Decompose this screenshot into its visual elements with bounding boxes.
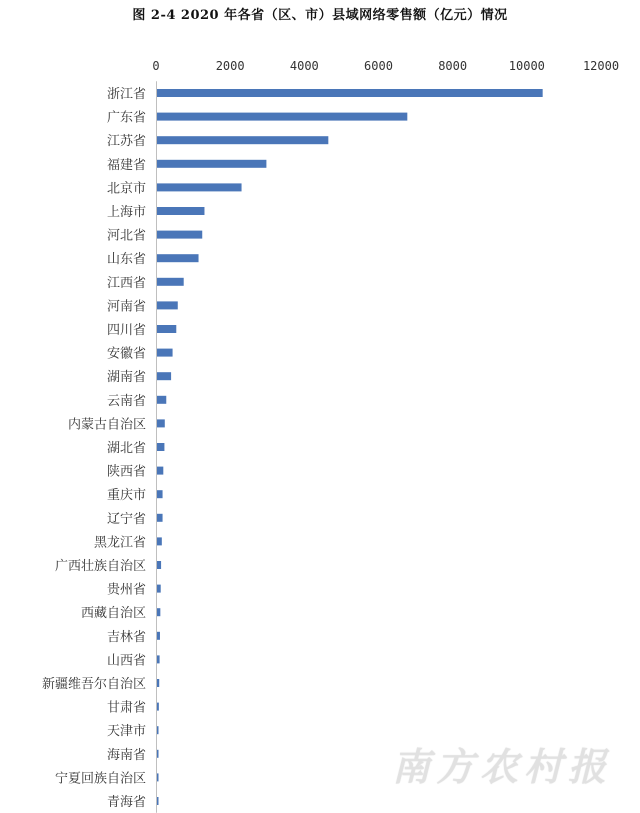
x-tick-label: 8000 <box>438 59 468 73</box>
bar <box>157 136 328 144</box>
bar <box>157 608 160 616</box>
category-label: 广东省 <box>106 110 146 126</box>
bar <box>157 301 178 309</box>
bar <box>157 396 166 404</box>
category-label: 天津市 <box>106 724 146 740</box>
bar <box>157 278 184 286</box>
bar <box>157 443 164 451</box>
bar <box>157 467 163 475</box>
category-labels <box>42 86 146 810</box>
category-label: 浙江省 <box>106 87 146 102</box>
bars <box>157 89 543 805</box>
bar <box>157 679 159 687</box>
bar <box>157 561 161 569</box>
category-label: 河北省 <box>106 228 146 244</box>
category-label: 河南省 <box>106 299 146 315</box>
bar <box>157 514 163 522</box>
bar <box>157 632 160 640</box>
bar <box>157 113 407 121</box>
category-label: 湖北省 <box>106 441 146 456</box>
chart-title: 图 2-4 2020 年各省（区、市）县域网络零售额（亿元）情况 <box>132 8 508 23</box>
bar <box>157 726 159 734</box>
category-label: 吉林省 <box>106 629 146 645</box>
bar <box>157 585 161 593</box>
category-label: 江苏省 <box>106 134 146 150</box>
bar <box>157 537 162 545</box>
category-label: 山东省 <box>106 252 146 268</box>
bar <box>157 325 176 333</box>
category-label: 福建省 <box>106 157 146 173</box>
bar <box>157 655 160 663</box>
category-label: 山西省 <box>106 653 146 669</box>
category-label: 宁夏回族自治区 <box>54 771 146 787</box>
category-label: 海南省 <box>106 747 146 763</box>
bar <box>157 797 159 805</box>
bar <box>157 207 204 215</box>
x-axis-ticks <box>152 59 619 73</box>
category-label: 重庆市 <box>106 488 146 504</box>
category-label: 上海市 <box>106 205 146 220</box>
category-label: 四川省 <box>106 323 146 338</box>
category-label: 西藏自治区 <box>80 606 146 622</box>
category-label: 甘肃省 <box>106 700 146 716</box>
x-tick-label: 2000 <box>215 59 245 73</box>
x-tick-label: 0 <box>152 59 160 73</box>
category-label: 新疆维吾尔自治区 <box>41 677 146 692</box>
category-label: 内蒙古自治区 <box>67 417 146 433</box>
bar <box>157 750 159 758</box>
x-tick-label: 10000 <box>508 59 545 73</box>
x-tick-label: 4000 <box>289 59 319 73</box>
bar <box>157 254 199 262</box>
category-label: 北京市 <box>106 181 146 197</box>
bar <box>157 231 202 239</box>
bar <box>157 89 543 97</box>
category-label: 云南省 <box>106 393 146 409</box>
category-label: 贵州省 <box>106 582 146 598</box>
bar <box>157 160 266 168</box>
bar <box>157 773 159 781</box>
x-tick-label: 6000 <box>364 59 393 73</box>
category-label: 广西壮族自治区 <box>54 559 146 574</box>
bar <box>157 183 242 191</box>
watermark-logo: 南方农村报 <box>392 744 613 789</box>
category-label: 湖南省 <box>106 370 146 386</box>
bar <box>157 349 173 357</box>
bar <box>157 490 163 498</box>
category-label: 安徽省 <box>106 346 146 362</box>
category-label: 江西省 <box>106 275 146 291</box>
bar <box>157 372 171 380</box>
category-label: 青海省 <box>106 795 146 810</box>
bar <box>157 419 165 427</box>
category-label: 辽宁省 <box>106 511 146 527</box>
x-tick-label: 12000 <box>582 59 620 73</box>
category-label: 陕西省 <box>106 464 146 480</box>
category-label: 黑龙江省 <box>93 535 146 551</box>
bar <box>157 703 159 711</box>
